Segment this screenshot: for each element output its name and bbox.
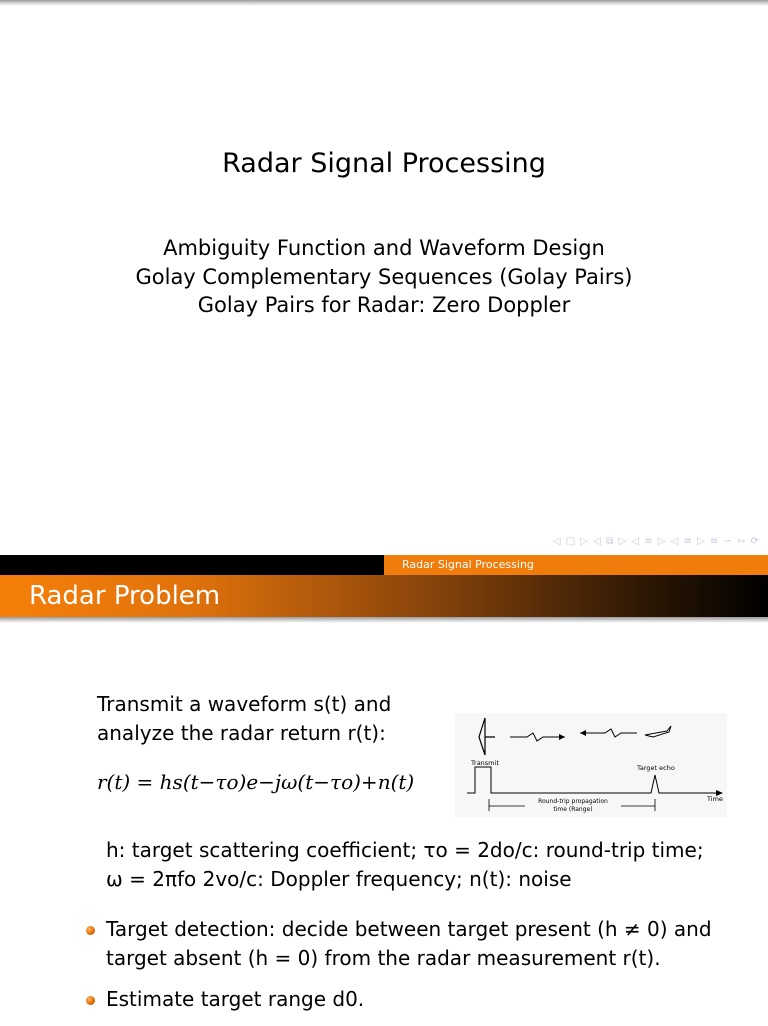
bullet-icon <box>86 926 95 935</box>
bullet-text: Estimate target range d0. <box>106 987 365 1011</box>
bullet-item <box>86 915 746 973</box>
intro-line: analyze the radar return r(t): <box>97 721 386 745</box>
echo-label: Target echo <box>637 764 675 772</box>
caption-line: time (Range) <box>553 806 593 813</box>
top-shadow <box>0 0 768 6</box>
caption-line: Round-trip propagation <box>538 798 608 805</box>
subtitle-line: Ambiguity Function and Waveform Design <box>163 236 605 260</box>
header-band <box>0 555 768 575</box>
time-label: Time <box>707 795 723 803</box>
slide-title: Radar Signal Processing <box>222 148 546 179</box>
definition-line: ω = 2πfo 2vo/c: Doppler frequency; n(t): noise <box>106 867 572 891</box>
radar-diagram <box>455 713 727 817</box>
header-section-label: Radar Signal Processing <box>384 555 768 575</box>
frame-title: Radar Problem <box>0 575 768 617</box>
bullet-list <box>86 915 746 1026</box>
frame-title-shadow <box>0 617 768 623</box>
intro-line: Transmit a waveform s(t) and <box>97 692 392 716</box>
bullet-text: Target detection: decide between target present (h ≠ 0) and target absent (h = 0) from the radar measurement r(t). <box>106 917 712 970</box>
radar-diagram-svg <box>455 713 727 817</box>
bullet-item <box>86 985 746 1014</box>
transmit-label: Transmit <box>471 759 499 767</box>
header-band-left <box>0 555 384 575</box>
definition-line: h: target scattering coefficient; τo = 2do/c: round-trip time; <box>106 838 704 862</box>
slide-subtitle <box>0 234 768 320</box>
bullet-icon <box>86 996 95 1005</box>
definitions <box>106 836 704 894</box>
intro-text <box>97 690 391 748</box>
subtitle-line: Golay Complementary Sequences (Golay Pairs) <box>135 264 633 289</box>
subtitle-line: Golay Pairs for Radar: Zero Doppler <box>197 293 571 317</box>
beamer-navigation-icons[interactable]: ◁ □ ▷ ◁ ⧉ ▷ ◁ ≡ ▷ ◁ ≡ ▷ ≡ ∽ ∾ ⟳ <box>552 536 760 547</box>
return-signal-equation: r(t) = hs(t−τo)e−jω(t−τo)+n(t) <box>97 770 415 794</box>
